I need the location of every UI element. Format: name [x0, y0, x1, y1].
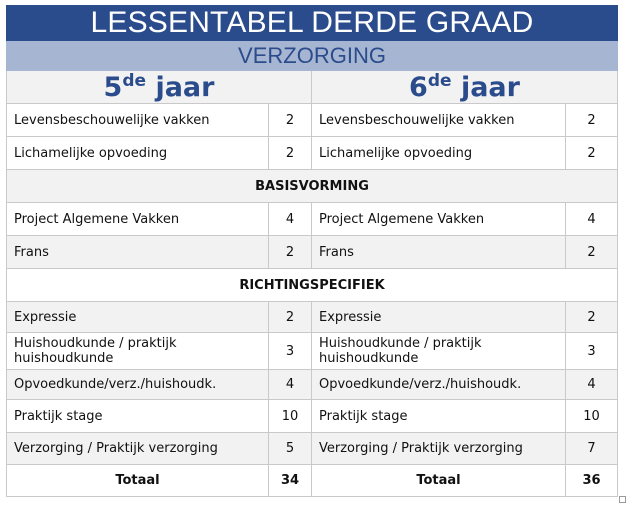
subject-cell: Frans: [7, 236, 269, 269]
total-label: Totaal: [312, 465, 566, 497]
table-row: [7, 302, 618, 333]
section-heading-basisvorming: BASISVORMING: [7, 170, 618, 203]
subject-cell: Praktijk stage: [312, 400, 566, 433]
hours-cell: 5: [269, 433, 312, 465]
total-label: Totaal: [7, 465, 269, 497]
table-row: [7, 203, 618, 236]
table-row: [7, 333, 618, 370]
subject-cell: Verzorging / Praktijk verzorging: [312, 433, 566, 465]
hours-cell: 4: [269, 203, 312, 236]
hours-cell: 2: [566, 104, 618, 137]
hours-cell: 3: [269, 333, 312, 370]
hours-cell: 3: [566, 333, 618, 370]
subject-cell: Opvoedkunde/verz./huishoudk.: [312, 370, 566, 400]
hours-cell: 10: [269, 400, 312, 433]
subject-cell: Expressie: [312, 302, 566, 333]
total-value-5: 34: [269, 465, 312, 497]
year-heading-6: [312, 71, 618, 104]
table-row: [7, 433, 618, 465]
hours-cell: 7: [566, 433, 618, 465]
year-heading-5: [7, 71, 312, 104]
subject-cell: Huishoudkunde / praktijk huishoudkunde: [312, 333, 566, 370]
table-title: LESSENTABEL DERDE GRAAD: [7, 6, 618, 41]
hours-cell: 2: [566, 236, 618, 269]
table-resize-handle[interactable]: [619, 496, 626, 503]
table-row: [7, 370, 618, 400]
hours-cell: 2: [269, 302, 312, 333]
year-word: jaar: [460, 72, 520, 103]
hours-cell: 2: [269, 137, 312, 170]
lessentabel-table: [6, 5, 618, 497]
subject-cell: Opvoedkunde/verz./huishoudk.: [7, 370, 269, 400]
total-value-6: 36: [566, 465, 618, 497]
subject-cell: Levensbeschouwelijke vakken: [312, 104, 566, 137]
hours-cell: 2: [269, 104, 312, 137]
subject-cell: Huishoudkunde / praktijk huishoudkunde: [7, 333, 269, 370]
hours-cell: 2: [566, 302, 618, 333]
subject-cell: Project Algemene Vakken: [7, 203, 269, 236]
table-row: [7, 236, 618, 269]
subject-cell: Expressie: [7, 302, 269, 333]
year-number: 5: [103, 72, 123, 103]
hours-cell: 4: [566, 370, 618, 400]
subject-cell: Lichamelijke opvoeding: [7, 137, 269, 170]
hours-cell: 4: [566, 203, 618, 236]
subject-cell: Frans: [312, 236, 566, 269]
table-subtitle: VERZORGING: [7, 41, 618, 71]
table-row: [7, 400, 618, 433]
section-heading-richtingspecifiek: RICHTINGSPECIFIEK: [7, 269, 618, 302]
year-word: jaar: [155, 72, 215, 103]
table-row: [7, 104, 618, 137]
year-suffix: de: [122, 71, 147, 91]
subject-cell: Lichamelijke opvoeding: [312, 137, 566, 170]
subject-cell: Levensbeschouwelijke vakken: [7, 104, 269, 137]
hours-cell: 4: [269, 370, 312, 400]
year-number: 6: [409, 72, 428, 103]
year-suffix: de: [427, 71, 452, 91]
table-row: [7, 137, 618, 170]
totals-row: [7, 465, 618, 497]
subject-cell: Verzorging / Praktijk verzorging: [7, 433, 269, 465]
subject-cell: Praktijk stage: [7, 400, 269, 433]
subject-cell: Project Algemene Vakken: [312, 203, 566, 236]
hours-cell: 10: [566, 400, 618, 433]
hours-cell: 2: [269, 236, 312, 269]
hours-cell: 2: [566, 137, 618, 170]
